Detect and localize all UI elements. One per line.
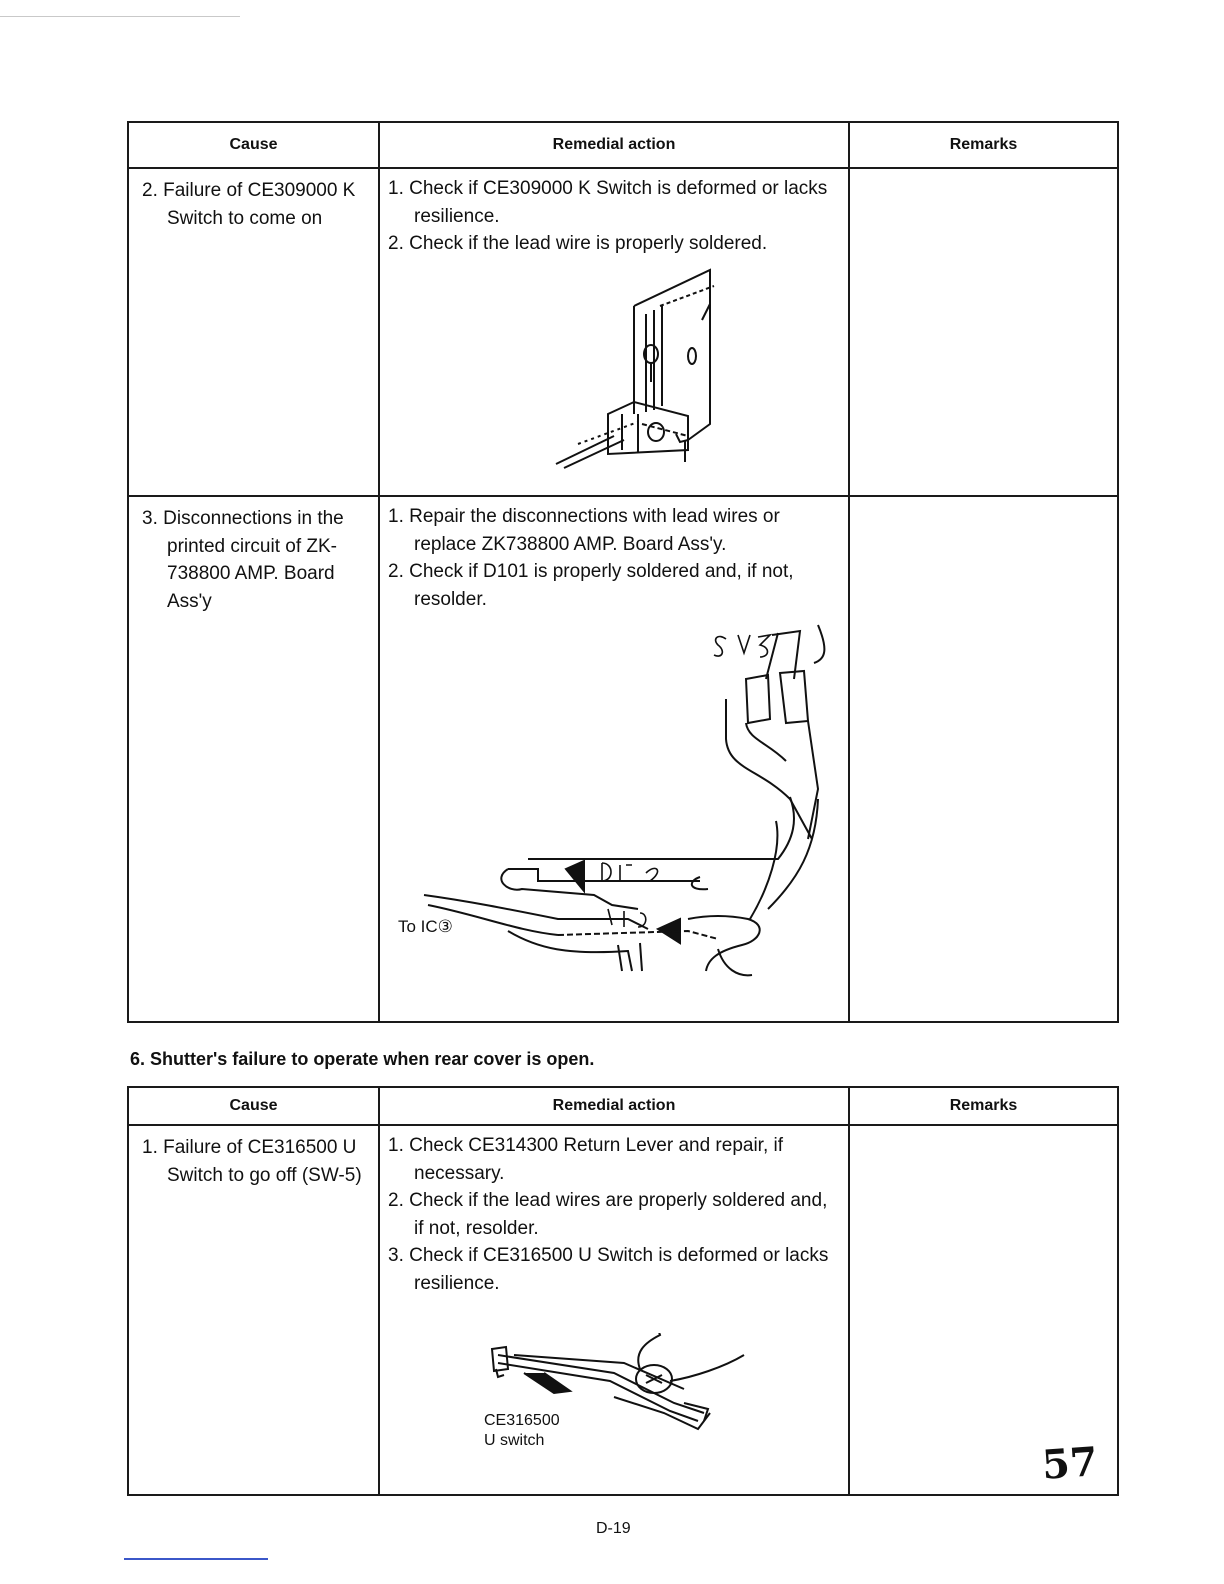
list-item: 2. Check if D101 is properly soldered and, if not, resolder. [388,561,794,610]
list-item: 1. Check CE314300 Return Lever and repair, if necessary. [388,1135,784,1184]
list-item: 3. Check if CE316500 U Switch is deformed or lacks resilience. [388,1245,829,1294]
cause-cell [128,496,379,1022]
cause-text: 3. Disconnections in the printed circuit of ZK-738800 AMP. Board Ass'y [142,508,344,612]
header-remedial-action: Remedial action [379,1087,849,1125]
action-list [388,503,842,613]
cause-cell [128,1125,379,1495]
section-heading: 6. Shutter's failure to operate when rear cover is open. [130,1049,595,1069]
table-row [128,1125,1118,1495]
bottom-rule [124,1558,268,1560]
table-row [128,496,1118,1022]
list-item: 2. Check if the lead wire is properly soldered. [388,233,768,254]
cause-text: 2. Failure of CE309000 K Switch to come on [142,180,356,229]
u-switch-part-number: CE316500 [484,1412,560,1429]
header-cause: Cause [128,1087,379,1125]
u-switch-illustration [484,1333,842,1453]
remarks-cell [849,496,1118,1022]
list-item: 1. Repair the disconnections with lead wires or replace ZK738800 AMP. Board Ass'y. [388,506,780,555]
u-switch-label: U switch [484,1432,545,1449]
header-cause: Cause [128,122,379,168]
header-remarks: Remarks [849,1087,1118,1125]
header-remarks: Remarks [849,122,1118,168]
action-list [388,175,842,258]
to-ic-label: To IC③ [398,917,453,936]
troubleshooting-table-2 [127,1086,1119,1496]
handwritten-page-number: 57 [1040,1438,1100,1489]
action-cell [379,168,849,496]
cause-cell [128,168,379,496]
header-remedial-action: Remedial action [379,122,849,168]
remarks-cell [849,168,1118,496]
table-header-row [128,1087,1118,1125]
amp-board-illustration [388,619,842,979]
list-item: 2. Check if the lead wires are properly soldered and, if not, resolder. [388,1190,828,1239]
page-number: D-19 [596,1520,631,1537]
table-row [128,168,1118,496]
table-header-row [128,122,1118,168]
cause-text: 1. Failure of CE316500 U Switch to go off (SW-5) [142,1137,362,1186]
action-cell [379,496,849,1022]
list-item: 1. Check if CE309000 K Switch is deformed or lacks resilience. [388,178,828,227]
action-cell [379,1125,849,1495]
action-list [388,1132,842,1297]
k-switch-illustration [538,264,842,474]
top-rule [0,16,240,17]
troubleshooting-table-1 [127,121,1119,1023]
